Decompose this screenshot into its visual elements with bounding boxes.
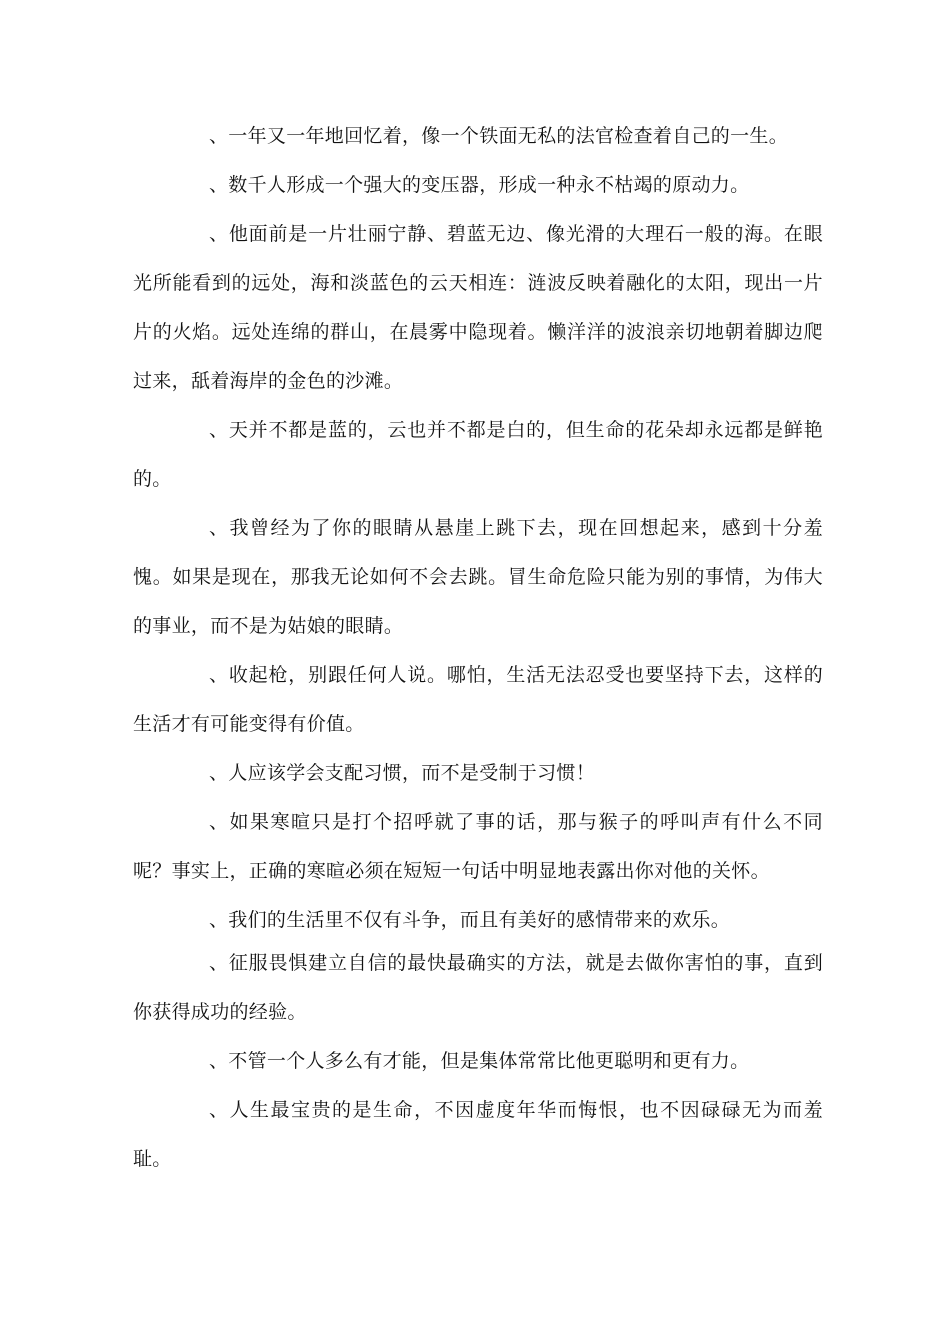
paragraph-6: 、收起枪，别跟任何人说。哪怕，生活无法忍受也要坚持下去，这样的生活才有可能变得有价值。 [133,664,823,735]
paragraph-12: 、人生最宝贵的是生命，不因虚度年华而悔恨，也不因碌碌无为而羞耻。 [133,1099,823,1170]
paragraph-8: 、如果寒暄只是打个招呼就了事的话，那与猴子的呼叫声有什么不同呢？事实上，正确的寒暄必须在短短一句话中明显地表露出你对他的关怀。 [133,811,823,882]
paragraph-2: 、数千人形成一个强大的变压器，形成一种永不枯竭的原动力。 [209,174,750,196]
paragraph-10: 、征服畏惧建立自信的最快最确实的方法，就是去做你害怕的事，直到你获得成功的经验。 [133,952,823,1023]
paragraph-5: 、我曾经为了你的眼睛从悬崖上跳下去，现在回想起来，感到十分羞愧。如果是现在，那我无论如何不会去跳。冒生命危险只能为别的事情，为伟大的事业，而不是为姑娘的眼睛。 [133,517,823,637]
paragraph-7: 、人应该学会支配习惯，而不是受制于习惯！ [209,762,596,784]
paragraph-4: 、天并不都是蓝的，云也并不都是白的，但生命的花朵却永远都是鲜艳的。 [133,419,823,490]
paragraph-3: 、他面前是一片壮丽宁静、碧蓝无边、像光滑的大理石一般的海。在眼光所能看到的远处，海和淡蓝色的云天相连：涟波反映着融化的太阳，现出一片片的火焰。远处连绵的群山，在晨雾中隐现着。懒洋洋的波浪亲切地朝着脚边爬过来，舐着海岸的金色的沙滩。 [133,223,823,392]
paragraph-1: 、一年又一年地回忆着，像一个铁面无私的法官检查着自己的一生。 [209,125,789,147]
paragraph-9: 、我们的生活里不仅有斗争，而且有美好的感情带来的欢乐。 [209,909,731,931]
paragraph-11: 、不管一个人多么有才能，但是集体常常比他更聪明和更有力。 [209,1050,750,1072]
document-body [133,112,823,1184]
